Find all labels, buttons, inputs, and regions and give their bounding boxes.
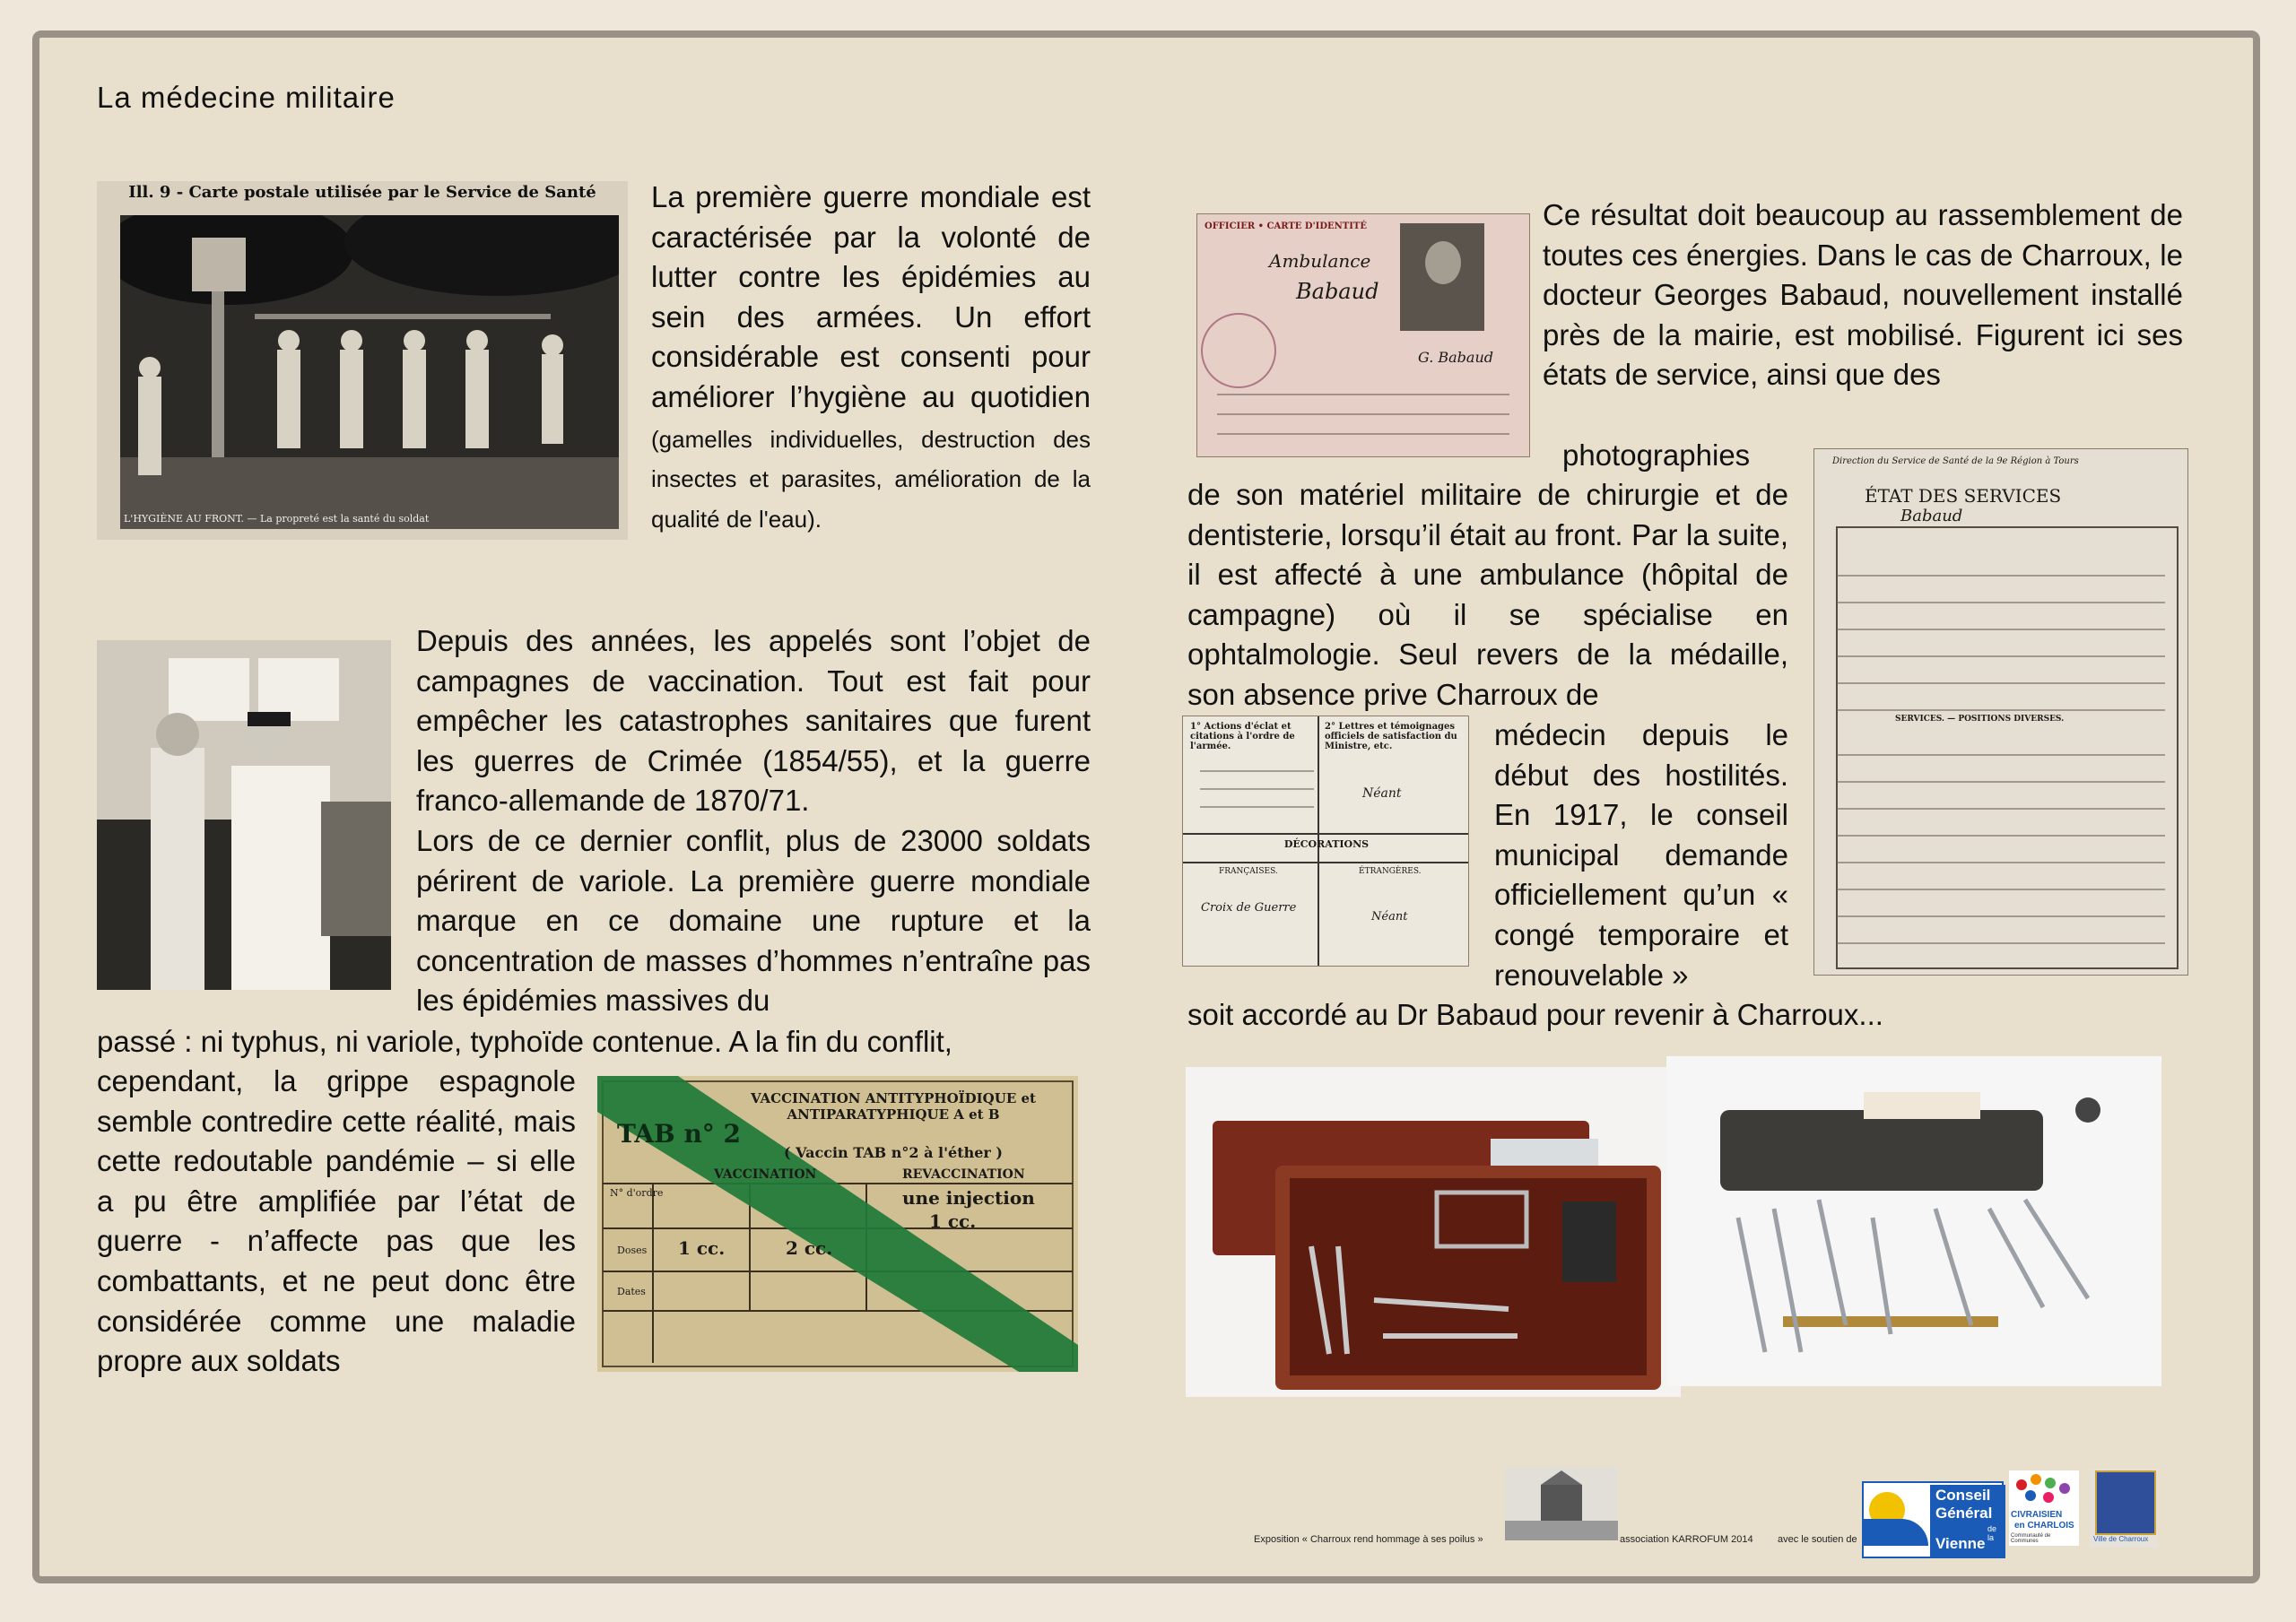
civraisien-logo [2009,1470,2079,1546]
medal-doc-neant-1: Néant [1362,786,1402,801]
footer-exposition: Exposition « Charroux rend hommage à ses poilus » [1254,1534,1483,1545]
vaccine-card [597,1076,1078,1372]
medal-doc-col1: 1° Actions d'éclat et citations à l'ordre de l'armée. [1190,722,1295,751]
paragraph-babaud-d: soit accordé au Dr Babaud pour revenir à Charroux... [1187,998,1883,1031]
vaccine-card-dose1: 1 cc. [678,1237,726,1259]
conseil-general-line2: Général [1935,1505,1993,1522]
id-card-signature: G. Babaud [1418,349,1494,366]
paragraph-vaccination [416,621,1091,1021]
footer-association: association KARROFUM 2014 [1620,1534,1753,1545]
vaccine-card-tab: TAB n° 2 [617,1119,742,1149]
id-card-stamp [1201,313,1276,388]
medal-doc [1182,716,1469,967]
etat-services-table [1836,526,2179,969]
conseil-general-de-la: de la [1987,1524,1997,1542]
postcard-image [97,181,628,540]
id-card-unit: Ambulance [1269,250,1371,272]
etat-services-doc [1813,448,2188,976]
conseil-general-line1: Conseil [1935,1487,1991,1504]
medal-doc-col2: 2° Lettres et témoignages officiels de satisfaction du Ministre, etc. [1325,722,1457,751]
footer-soutien: avec le soutien de [1778,1534,1857,1545]
etat-services-title: ÉTAT DES SERVICES [1865,485,2062,507]
medal-doc-decorations: DÉCORATIONS [1283,838,1370,850]
paragraph-hygiene [651,178,1091,537]
medal-doc-etrangeres: ÉTRANGÈRES. [1359,867,1422,876]
civraisien-line2: en CHARLOIS [2014,1521,2074,1531]
paragraph-babaud-photographies: photographies [1562,438,1751,472]
paragraph-vaccination-c: passé : ni typhus, ni variole, typhoïde contenue. A la fin du conflit, [97,1025,952,1058]
ville-charroux-crest [2095,1470,2156,1535]
vaccine-card-ordre: N° d'ordre [610,1187,664,1199]
etat-services-name: Babaud [1900,507,1963,525]
ville-charroux-logo [2090,1469,2158,1548]
vaccine-card-vaccination: VACCINATION [714,1167,817,1182]
paragraph-babaud-b: de son matériel militaire de chirurgie et de dentisterie, lorsqu’il était au front. Par la suite, il est affecté à une ambulance (hôpital de campagne) où il se spécialise en ophtalmologie. Seul revers de la médaille, son absence prive Charroux de [1187,478,1788,711]
paragraph-hygiene-main: La première guerre mondiale est caractérisée par la volonté de lutter contre les épidémies au sein des armées. Un effort considérable est consenti pour améliorer l’hygiène au quotidien [651,180,1091,413]
vaccine-card-subtitle: ( Vaccin TAB n°2 à l'éther ) [784,1144,1003,1161]
civraisien-line1: CIVRAISIEN [2011,1510,2063,1520]
paragraph-vaccination-a: Depuis des années, les appelés sont l’objet de campagnes de vaccination. Tout est fait pour empêcher les catastrophes sanitaires que furent les guerres de Crimée (1854/55), et la guerre franco-allemande de 1870/71. [416,624,1091,818]
charroux-abbey-sketch [1505,1467,1618,1540]
id-card-photo [1400,223,1484,331]
vaccine-card-injection: une injection [902,1187,1035,1209]
paragraph-vaccination-b: Lors de ce dernier conflit, plus de 23000 soldats périrent de variole. La première guerre mondiale marque en ce domaine une rupture et la concentration de masses d’hommes n’entraîne pas les épidémies massives du [416,823,1091,1018]
page-title: La médecine militaire [97,81,396,114]
ville-charroux-text: Ville de Charroux [2093,1535,2149,1543]
vaccination-photo [97,640,391,990]
vaccine-card-doses: Doses [617,1245,648,1256]
conseil-general-line3: Vienne [1935,1535,1986,1552]
paragraph-grippe: cependant, la grippe espagnole semble contredire cette réalité, mais cette redoutable pandémie – si elle a pu être amplifiée par l’état de guerre - n’affecte pas que les combattants, et ne peut donc être considérée comme une maladie propre aux soldats [97,1064,576,1378]
id-card-name: Babaud [1296,279,1379,304]
medal-doc-neant-2: Néant [1371,910,1408,924]
civraisien-line3: Communauté de Communes [2011,1533,2051,1544]
vaccine-card-dose3: 1 cc. [929,1210,977,1232]
paragraph-babaud-a: Ce résultat doit beaucoup au rassemblement de toutes ces énergies. Dans le cas de Charroux, le docteur Georges Babaud, nouvellement installé près de la mairie, est mobilisé. Figurent ici ses états de service, ainsi que des [1543,198,2183,392]
dental-instruments-photo [1666,1056,2161,1386]
vaccine-card-revaccination: REVACCINATION [902,1167,1025,1182]
etat-services-subheader: SERVICES. — POSITIONS DIVERSES. [1895,715,2065,724]
etat-services-header: Direction du Service de Santé de la 9e Région à Tours [1832,456,2079,466]
vaccine-card-dose2: 2 cc. [786,1237,833,1259]
medal-doc-croix: Croix de Guerre [1201,901,1297,915]
conseil-general-logo [1862,1481,2004,1558]
paragraph-babaud-c: médecin depuis le début des hostilités. En 1917, le conseil municipal demande officiellement qu’un « congé temporaire et renouvelable » [1494,718,1788,992]
postcard-photo [120,215,619,529]
vaccine-card-dates: Dates [617,1286,646,1297]
postcard-footer: L'HYGIÈNE AU FRONT. — La propreté est la santé du soldat [124,513,430,525]
surgical-kit-photo [1186,1067,1681,1397]
paragraph-hygiene-details: (gamelles individuelles, destruction des insectes et parasites, amélioration de la qualité de l'eau). [651,425,1091,533]
id-card [1196,213,1530,457]
id-card-header: OFFICIER • CARTE D'IDENTITÉ [1205,221,1367,231]
civraisien-dots [2009,1470,2079,1506]
conseil-general-wave [1864,1519,1928,1546]
vaccine-card-title: VACCINATION ANTITYPHOÏDIQUE et ANTIPARATYPHIQUE A et B [751,1090,1036,1123]
postcard-caption: Ill. 9 - Carte postale utilisée par le Service de Santé [128,183,596,202]
medal-doc-francaises: FRANÇAISES. [1219,867,1278,876]
